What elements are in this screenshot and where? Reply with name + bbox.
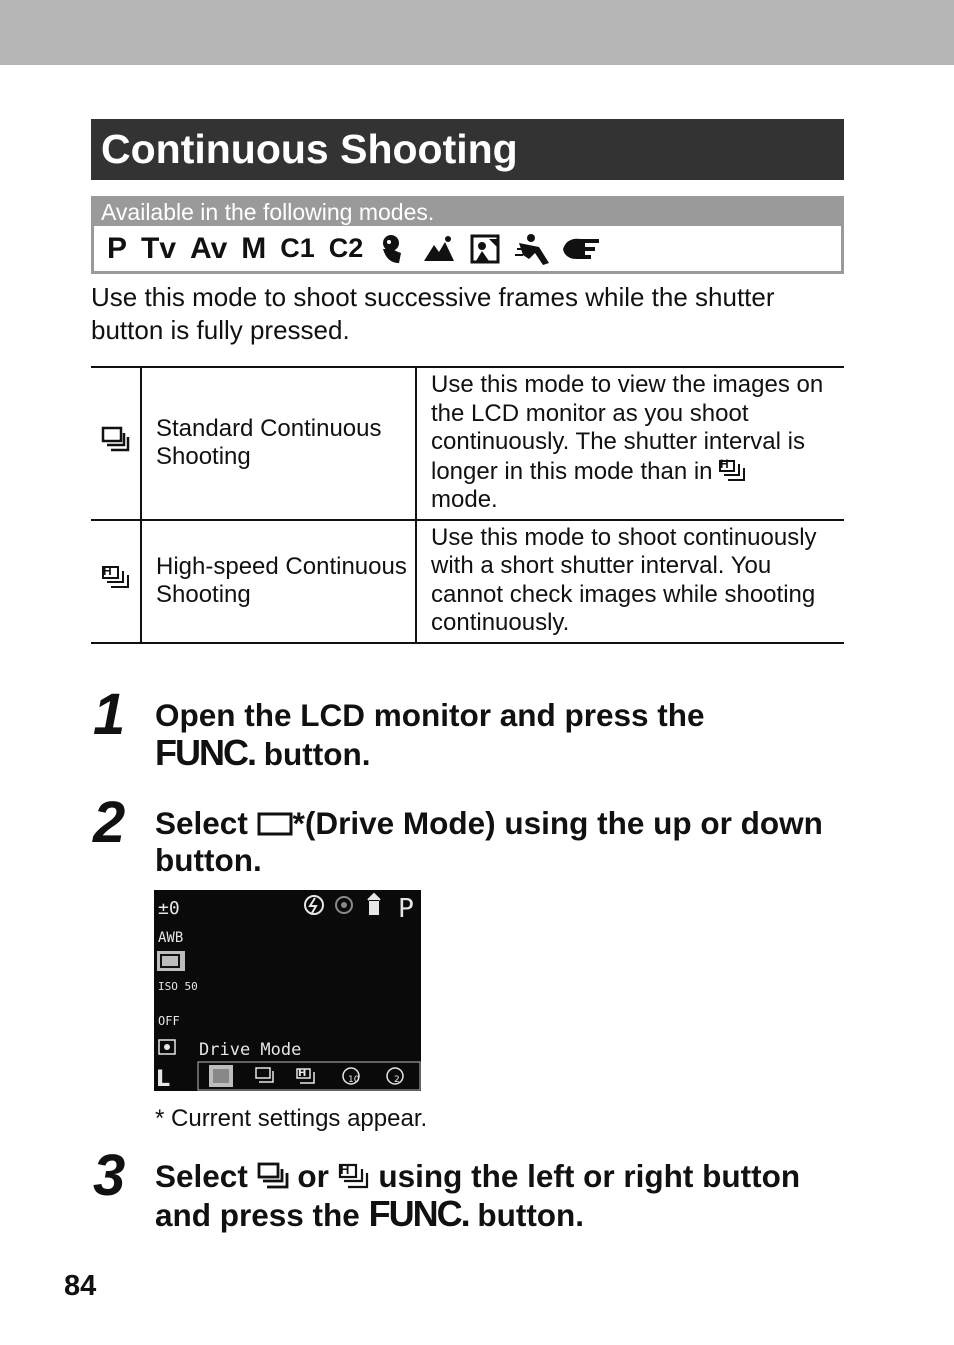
func-button-label: FUNC. bbox=[368, 1193, 469, 1234]
lcd-screen bbox=[154, 890, 421, 1091]
step-text-part: Open the LCD monitor and press the bbox=[155, 697, 705, 733]
slow-shutter-icon bbox=[561, 233, 593, 265]
drive-mode-table bbox=[91, 366, 844, 644]
fast-shutter-icon bbox=[515, 233, 547, 265]
step-text-part: Select bbox=[155, 805, 248, 841]
lcd-wb: AWB bbox=[158, 930, 184, 946]
current-settings-note: * Current settings appear. bbox=[155, 1105, 428, 1132]
mode-tv: Tv bbox=[141, 232, 177, 265]
table-row bbox=[91, 520, 844, 643]
high-speed-continuous-icon bbox=[101, 563, 131, 591]
mode-desc-text-end: mode. bbox=[431, 486, 498, 513]
step-text bbox=[155, 1158, 835, 1234]
lcd-iso: ISO 50 bbox=[158, 980, 198, 993]
standard-continuous-icon bbox=[101, 426, 131, 454]
lcd-drive-label: Drive Mode bbox=[199, 1040, 302, 1060]
modes-row bbox=[94, 226, 841, 271]
mode-desc-cell bbox=[416, 367, 844, 520]
mode-p: P bbox=[107, 232, 128, 265]
mode-av: Av bbox=[190, 232, 228, 265]
svg-text:H: H bbox=[102, 564, 112, 579]
page-number: 84 bbox=[64, 1270, 97, 1302]
mode-c2: C2 bbox=[328, 233, 364, 263]
svg-text:10: 10 bbox=[348, 1075, 360, 1085]
standard-continuous-icon bbox=[257, 1161, 289, 1191]
intro-text: Use this mode to shoot successive frames while the shutter button is fully pressed. bbox=[91, 282, 775, 345]
svg-text:H: H bbox=[339, 1162, 349, 1177]
portrait-icon bbox=[377, 233, 409, 265]
mode-name-cell: Standard Continuous Shooting bbox=[141, 367, 416, 520]
mode-name-cell: High-speed Continuous Shooting bbox=[141, 520, 416, 643]
night-scene-icon bbox=[469, 233, 501, 265]
high-speed-continuous-icon bbox=[719, 457, 747, 483]
available-modes-box bbox=[91, 196, 844, 274]
high-speed-continuous-icon bbox=[338, 1161, 370, 1191]
step-number: 1 bbox=[93, 682, 126, 747]
step-text-part: button. bbox=[263, 736, 371, 772]
step-text bbox=[155, 697, 835, 773]
step-number: 2 bbox=[93, 790, 126, 855]
lcd-resolution: L bbox=[156, 1067, 171, 1091]
mode-m: M bbox=[241, 232, 267, 265]
landscape-icon bbox=[423, 233, 455, 265]
mode-desc-text: Use this mode to view the images on the LCD monitor as you shoot continuously. The shutter interval is longer in this mode than in bbox=[431, 371, 824, 485]
step-number: 3 bbox=[93, 1143, 126, 1208]
table-icon-cell bbox=[91, 367, 141, 520]
step-text-part: *(Drive Mode) using the up or down button. bbox=[155, 805, 823, 878]
func-button-label: FUNC. bbox=[155, 732, 255, 773]
lcd-exposure: ±0 bbox=[158, 898, 180, 919]
svg-text:2: 2 bbox=[394, 1075, 400, 1085]
lcd-protect-icon bbox=[368, 894, 380, 914]
svg-text:H: H bbox=[720, 456, 729, 471]
mode-desc-cell: Use this mode to shoot continuously with a short shutter interval. You cannot check images while shooting continuously. bbox=[416, 520, 844, 643]
table-row bbox=[91, 367, 844, 520]
page-title: Continuous Shooting bbox=[91, 119, 844, 180]
table-icon-cell bbox=[91, 520, 141, 643]
top-band bbox=[0, 0, 954, 65]
step-text-part: or bbox=[297, 1158, 329, 1194]
lcd-effect: OFF bbox=[158, 1014, 180, 1028]
step-text-part: button. bbox=[477, 1197, 585, 1233]
step-text bbox=[155, 805, 835, 879]
drive-mode-icon bbox=[257, 811, 293, 837]
lcd-mode-p: P bbox=[398, 894, 414, 924]
mode-c1: C1 bbox=[280, 233, 315, 263]
step-text-part: using the left or right button and press the bbox=[155, 1158, 801, 1233]
svg-text:H: H bbox=[298, 1068, 307, 1079]
modes-header: Available in the following modes. bbox=[94, 199, 841, 226]
step-text-part: Select bbox=[155, 1158, 248, 1194]
